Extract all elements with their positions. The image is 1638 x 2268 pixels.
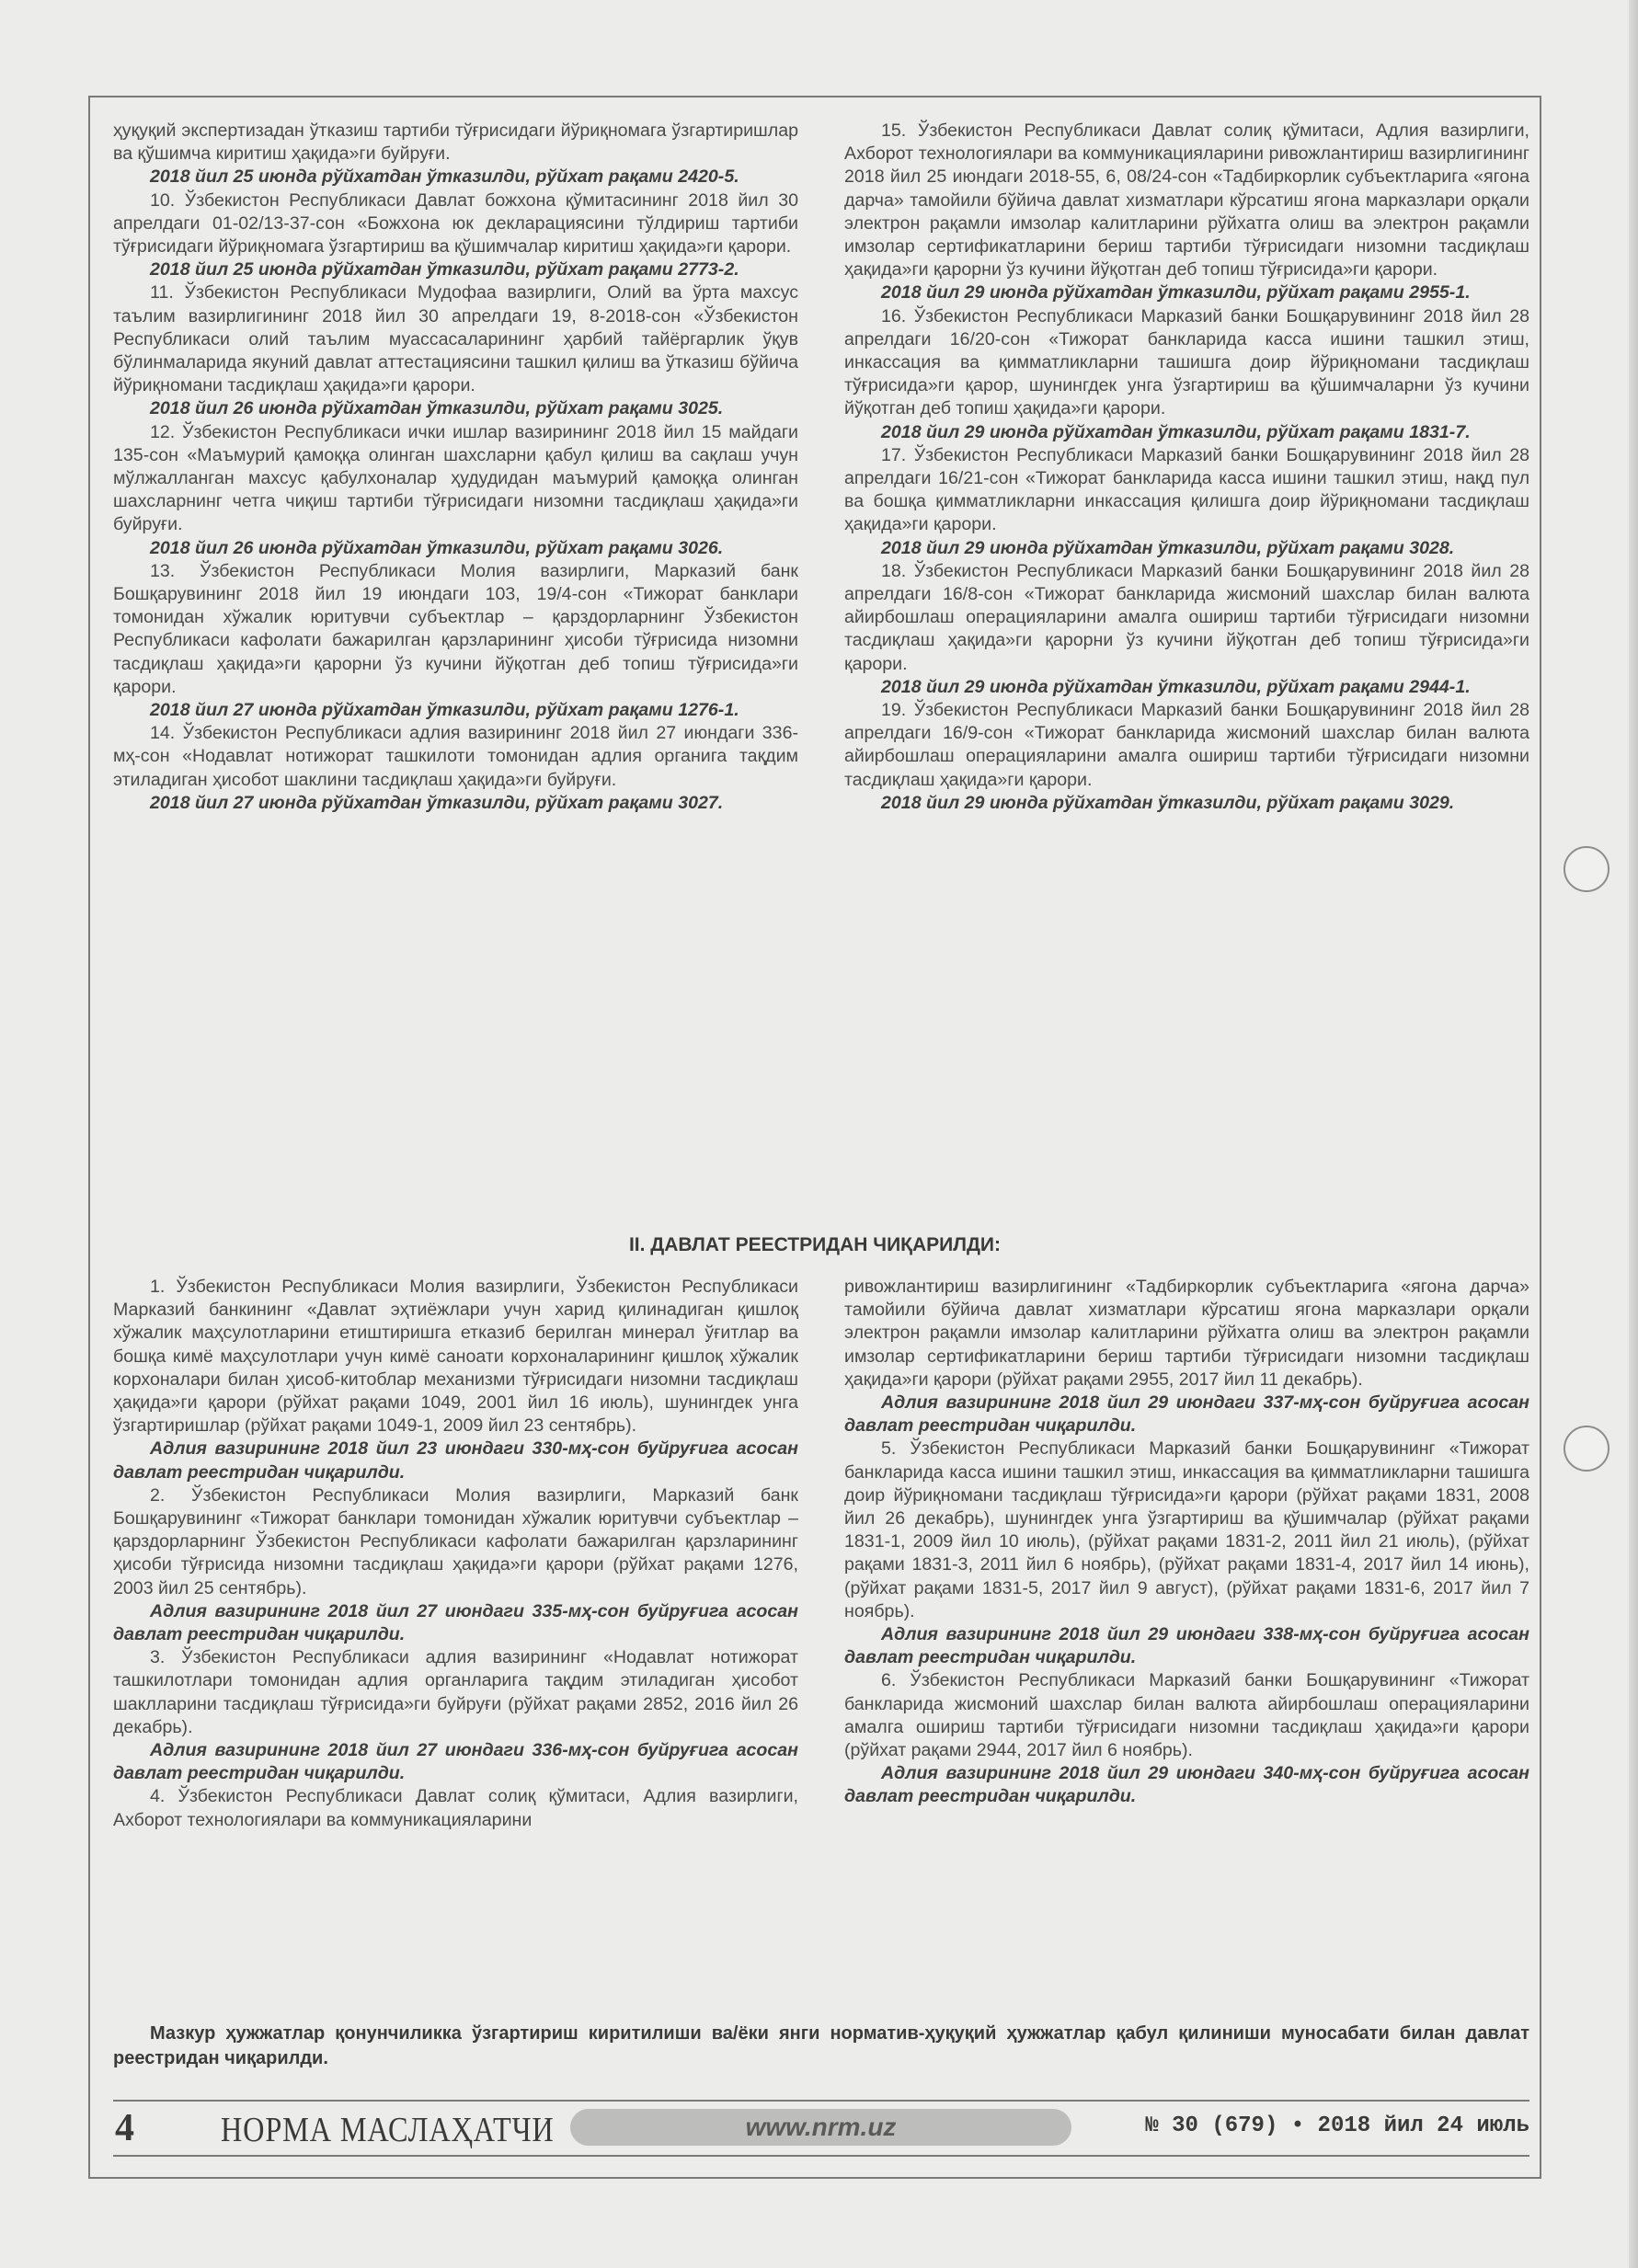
document-paragraph: 15. Ўзбекистон Республикаси Давлат солиқ қўмитаси, Адлия вазирлиги, Ахборот технологиялари ва коммуникацияларини ривожлантириш вазирлигининг 2018 йил 25 июндаги 2018-55, 6, 08/24-сон «Тадбиркорлик субъектларига «ягона дарча» тамойили бўйича давлат хизматлари кўрсатиш ягона марказлари орқали электрон рақамли имзолар калитларини рўйхатга олиш ва электрон рақамли имзолар сертификатларини бериш тартиби тўғрисидаги низомни тасдиқлаш ҳақида»ги қарорни ўз кучини йўқотган деб топиш тўғрисида»ги қарори. bbox=[844, 120, 1529, 281]
registration-note: 2018 йил 27 июнда рўйхатдан ўтказилди, рўйхат рақами 3027. bbox=[150, 792, 724, 813]
document-paragraph: 14. Ўзбекистон Республикаси адлия вазирининг 2018 йил 27 июндаги 336-мҳ-сон «Нодавлат нотижорат ташкилоти томонидан адлия органига тақдим этиладиган ҳисобот шаклини тасдиқлаш ҳақида»ги буйруғи. bbox=[113, 723, 798, 790]
removal-note: Адлия вазирининг 2018 йил 27 июндаги 335-мҳ-сон буйруғига асосан давлат реестридан чиқарилди. bbox=[113, 1600, 798, 1645]
registration-note: 2018 йил 26 июнда рўйхатдан ўтказилди, рўйхат рақами 3026. bbox=[150, 537, 724, 558]
removal-note: Адлия вазирининг 2018 йил 23 июндаги 330-мҳ-сон буйруғига асосан давлат реестридан чиқарилди. bbox=[113, 1438, 798, 1483]
closing-note: Мазкур ҳужжатлар қонунчиликка ўзгартириш киритилиши ва/ёки янги норматив-ҳуқуқий ҳужжатлар қабул қилиниши муносабати билан давлат реестридан чиқарилди. bbox=[113, 2023, 1529, 2068]
document-paragraph: 1. Ўзбекистон Республикаси Молия вазирлиги, Ўзбекистон Республикаси Марказий банкининг «Давлат эҳтиёжлари учун харид қилинадиган қишлоқ хўжалик маҳсулотларини етиштиришга етказиб берилган минерал ўғитлар ва бошқа кимё маҳсулотлари учун кимё саноати корхоналарининг қишлоқ хўжалик корхоналари билан ҳисоб-китоблар механизми тўғрисидаги низомни тасдиқлаш ҳақида»ги қарори (рўйхат рақами 1049, 2001 йил 16 июль), шунингдек унга ўзгартиришлар (рўйхат рақами 1049-1, 2009 йил 23 сентябрь). bbox=[113, 1277, 798, 1437]
publication-name: НОРМА МАСЛАҲАТЧИ bbox=[221, 2111, 555, 2149]
document-paragraph: 13. Ўзбекистон Республикаси Молия вазирлиги, Марказий банк Бошқарувининг 2018 йил 19 июндаги 103, 19/4-сон «Тижорат банклари томонидан хўжалик юритувчи субъектлар – қарздорларнинг Ўзбекистон Республикаси кафолати бажарилган қарзларининг ҳисоби тўғрисида низомни тасдиқлаш ҳақида»ги қарорни ўз кучини йўқотган деб топиш тўғрисида»ги қарори. bbox=[113, 560, 798, 697]
document-paragraph: 5. Ўзбекистон Республикаси Марказий банки Бошқарувининг «Тижорат банкларида касса ишини ташкил этиш, инкассация ва қимматликларни ташишга доир йўриқномани тасдиқлаш тўғрисида»ги қарори (рўйхат рақами 1831, 2008 йил 26 декабрь), шунингдек унга ўзгартириш ва қўшимчалар (рўйхат рақами 1831-1, 2009 йил 10 июль), (рўйхат рақами 1831-2, 2011 йил 21 июль), (рўйхат рақами 1831-3, 2011 йил 6 ноябрь), (рўйхат рақами 1831-4, 2017 йил 14 июнь), (рўйхат рақами 1831-5, 2017 йил 9 август), (рўйхат рақами 1831-6, 2017 йил 7 ноябрь). bbox=[844, 1438, 1529, 1621]
document-paragraph: 18. Ўзбекистон Республикаси Марказий банки Бошқарувининг 2018 йил 28 апрелдаги 16/8-сон «Тижорат банкларида жисмоний шахслар билан валюта айирбошлаш операцияларини амалга ошириш тартиби тўғрисидаги низомни тасдиқлаш ҳақида»ги қарорни ўз кучини йўқотган деб топиш тўғрисида»ги қарори. bbox=[844, 560, 1529, 674]
document-paragraph: 19. Ўзбекистон Республикаси Марказий банки Бошқарувининг 2018 йил 28 апрелдаги 16/9-сон «Тижорат банкларида жисмоний шахслар билан валюта айирбошлаш операцияларини амалга ошириш тартиби тўғрисидаги низомни тасдиқлаш ҳақида»ги қарори. bbox=[844, 700, 1529, 790]
document-paragraph: 10. Ўзбекистон Республикаси Давлат божхона қўмитасининг 2018 йил 30 апрелдаги 01-02/13-37-сон «Божхона юк декларациясини тўлдириш тартиби тўғрисидаги йўриқномага ўзгартириш ва қўшимчалар киритиш ҳақида»ги қарори. bbox=[113, 189, 798, 258]
url-banner bbox=[570, 2109, 1071, 2146]
removal-note: Адлия вазирининг 2018 йил 29 июндаги 340-мҳ-сон буйруғига асосан давлат реестридан чиқарилди. bbox=[844, 1763, 1529, 1807]
section-title: II. ДАВЛАТ РЕЕСТРИДАН ЧИҚАРИЛДИ: bbox=[628, 1234, 1002, 1255]
binder-hole-icon bbox=[1564, 846, 1609, 892]
document-paragraph: 16. Ўзбекистон Республикаси Марказий банки Бошқарувининг 2018 йил 28 апрелдаги 16/20-сон «Тижорат банкларида касса ишини ташкил этиш, инкассация ва қимматликларни ташишга доир йўриқномани тасдиқлаш тўғрисида»ги қарор, шунингдек унга ўзгартириш ва қўшимчаларни ўз кучини йўқотган деб топиш ҳақида»ги қарори. bbox=[844, 305, 1529, 419]
removal-note: Адлия вазирининг 2018 йил 29 июндаги 338-мҳ-сон буйруғига асосан давлат реестридан чиқарилди. bbox=[844, 1624, 1529, 1668]
column-top-right bbox=[844, 120, 1529, 815]
footer-rule-top bbox=[113, 2100, 1529, 2102]
registration-note: 2018 йил 27 июнда рўйхатдан ўтказилди, рўйхат рақами 1276-1. bbox=[150, 700, 739, 721]
column-bottom-left bbox=[113, 1276, 798, 1832]
document-paragraph: 11. Ўзбекистон Республикаси Мудофаа вазирлиги, Олий ва ўрта махсус таълим вазирлигининг 2018 йил 30 апрелдаги 19, 8-2018-сон «Ўзбекистон Республикаси олий таълим муассасаларининг ҳарбий тайёргарлик ўқув бўлинмаларида якуний давлат аттестациясини ташкил қилиш ва ўтказиш бўйича йўриқномани тасдиқлаш ҳақида»ги қарори. bbox=[113, 282, 798, 396]
registration-note: 2018 йил 29 июнда рўйхатдан ўтказилди, рўйхат рақами 2944-1. bbox=[881, 676, 1471, 697]
removal-note: Адлия вазирининг 2018 йил 29 июндаги 337-мҳ-сон буйруғига асосан давлат реестридан чиқарилди. bbox=[844, 1392, 1529, 1437]
registration-note: 2018 йил 26 июнда рўйхатдан ўтказилди, рўйхат рақами 3025. bbox=[150, 398, 724, 419]
issue-info: № 30 (679) • 2018 йил 24 июль bbox=[1145, 2113, 1529, 2138]
document-paragraph: 6. Ўзбекистон Республикаси Марказий банки Бошқарувининг «Тижорат банкларида жисмоний шахслар билан валюта айирбошлаш операцияларини амалга ошириш тартиби тўғрисидаги низомни тасдиқлаш ҳақида»ги қарори (рўйхат рақами 2944, 2017 йил 6 ноябрь). bbox=[844, 1670, 1529, 1761]
registration-note: 2018 йил 25 июнда рўйхатдан ўтказилди, рўйхат рақами 2773-2. bbox=[150, 259, 739, 281]
document-paragraph: ҳуқуқий экспертизадан ўтказиш тартиби тўғрисидаги йўриқномага ўзгартиришлар ва қўшимча киритиш ҳақида»ги буйруғи. bbox=[113, 120, 798, 165]
footer-rule-bottom bbox=[113, 2155, 1529, 2157]
document-paragraph: 2. Ўзбекистон Республикаси Молия вазирлиги, Марказий банк Бошқарувининг «Тижорат банклари томонидан хўжалик юритувчи субъектлар – қарздорларнинг Ўзбекистон Республикаси кафолати бажарилган қарзларининг ҳисоби тўғрисида низомни тасдиқлаш ҳақида»ги қарори (рўйхат рақами 1276, 2003 йил 25 сентябрь). bbox=[113, 1484, 798, 1598]
column-bottom-right bbox=[844, 1276, 1529, 1809]
page-edge bbox=[1629, 0, 1638, 2268]
registration-note: 2018 йил 29 июнда рўйхатдан ўтказилди, рўйхат рақами 3028. bbox=[881, 537, 1455, 558]
document-paragraph: 3. Ўзбекистон Республикаси адлия вазирининг «Нодавлат нотижорат ташкилотлари томонидан адлия органларига тақдим этиладиган ҳисобот шаклларини тасдиқлаш тўғрисида»ги буйруғи (рўйхат рақами 2852, 2016 йил 26 декабрь). bbox=[113, 1647, 798, 1737]
registration-note: 2018 йил 29 июнда рўйхатдан ўтказилди, рўйхат рақами 2955-1. bbox=[881, 282, 1471, 304]
page-number: 4 bbox=[115, 2107, 134, 2149]
document-paragraph: ривожлантириш вазирлигининг «Тадбиркорлик субъектларига «ягона дарча» тамойили бўйича давлат хизматлари кўрсатиш ягона марказлари орқали электрон рақамли имзолар калитларини рўйхатга олиш ва электрон рақамли имзолар сертификатларини бериш тартиби тўғрисидаги низомни тасдиқлаш ҳақида»ги қарори (рўйхат рақами 2955, 2017 йил 11 декабрь). bbox=[844, 1277, 1529, 1390]
registration-note: 2018 йил 29 июнда рўйхатдан ўтказилди, рўйхат рақами 1831-7. bbox=[881, 421, 1471, 442]
document-paragraph: 12. Ўзбекистон Республикаси ички ишлар вазирининг 2018 йил 15 майдаги 135-сон «Маъмурий қамоққа олинган шахсларни қабул қилиш ва сақлаш учун мўлжалланган махсус қабулхоналар ҳудудидан маъмурий қамоққа олинган шахсларнинг четга чиқиш тартиби тўғрисидаги низомни тасдиқлаш ҳақида»ги буйруғи. bbox=[113, 421, 798, 535]
document-paragraph: 17. Ўзбекистон Республикаси Марказий банки Бошқарувининг 2018 йил 28 апрелдаги 16/21-сон «Тижорат банкларида касса ишини ташкил этиш, нақд пул ва бошқа қимматликларни инкассация қилишга доир йўриқномани тасдиқлаш ҳақида»ги қарори. bbox=[844, 444, 1529, 535]
registration-note: 2018 йил 29 июнда рўйхатдан ўтказилди, рўйхат рақами 3029. bbox=[881, 792, 1455, 813]
document-paragraph: 4. Ўзбекистон Республикаси Давлат солиқ қўмитаси, Адлия вазирлиги, Ахборот технологиялари ва коммуникацияларини bbox=[113, 1786, 798, 1830]
column-top-left bbox=[113, 120, 798, 815]
site-url: www.nrm.uz bbox=[745, 2113, 897, 2141]
binder-hole-icon bbox=[1564, 1426, 1609, 1472]
registration-note: 2018 йил 25 июнда рўйхатдан ўтказилди, рўйхат рақами 2420-5. bbox=[150, 166, 739, 188]
removal-note: Адлия вазирининг 2018 йил 27 июндаги 336-мҳ-сон буйруғига асосан давлат реестридан чиқарилди. bbox=[113, 1740, 798, 1784]
